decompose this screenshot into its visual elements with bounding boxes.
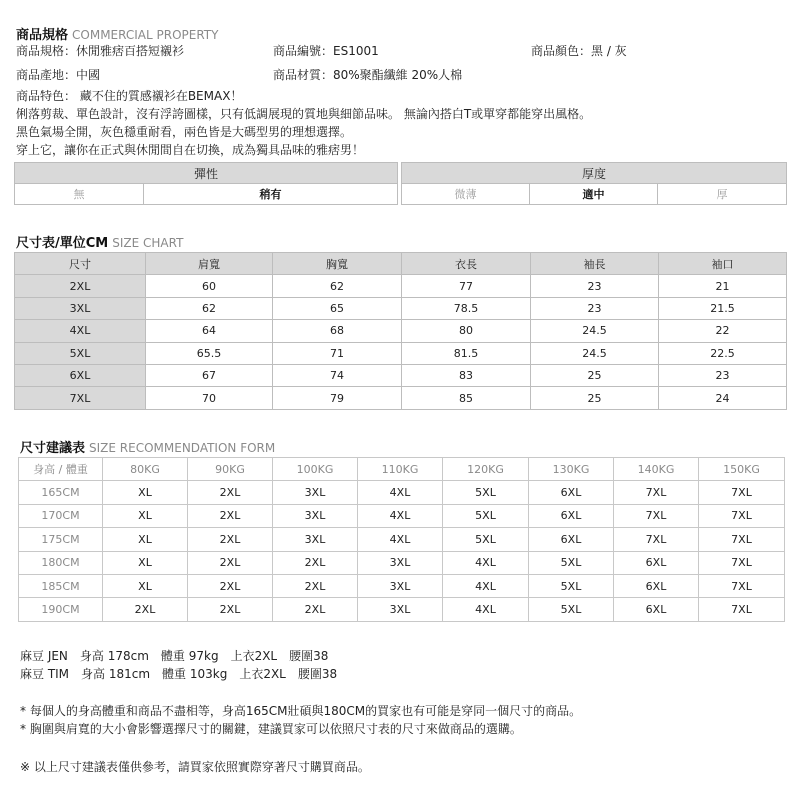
recommendation-row (19, 528, 785, 551)
recommendation-cell: 4XL (443, 574, 529, 597)
recommendation-cell: 2XL (188, 551, 273, 574)
size-cell: 67 (146, 364, 273, 386)
size-cell: 79 (273, 387, 402, 409)
recommendation-cell: 2XL (273, 551, 358, 574)
size-label: 6XL (15, 364, 146, 386)
recommendation-row (19, 598, 785, 621)
recommendation-cell: 5XL (443, 528, 529, 551)
recommendation-cell: 7XL (699, 481, 785, 504)
recommendation-cell: 7XL (699, 574, 785, 597)
spec-title-en: COMMERCIAL PROPERTY (72, 28, 219, 42)
size-label: 4XL (15, 320, 146, 342)
size-cell: 74 (273, 364, 402, 386)
elasticity-header: 彈性 (15, 163, 398, 184)
recommendation-title: 尺寸建議表 (20, 441, 86, 456)
recommendation-cell: XL (103, 574, 188, 597)
height-label: 165CM (19, 481, 103, 504)
size-cell: 24.5 (531, 342, 659, 364)
size-cell: 81.5 (402, 342, 531, 364)
recommendation-cell: 6XL (529, 504, 614, 527)
size-cell: 23 (531, 297, 659, 319)
recommendation-cell: 4XL (358, 481, 443, 504)
recommendation-cell: 4XL (358, 528, 443, 551)
recommendation-cell: 7XL (699, 528, 785, 551)
spec-origin: 商品產地：中國 (16, 68, 101, 82)
recommendation-cell: 4XL (443, 598, 529, 621)
fabric-options-table (14, 162, 787, 205)
size-cell: 62 (146, 297, 273, 319)
size-chart-row (15, 275, 787, 297)
recommendation-cell: 3XL (273, 481, 358, 504)
elasticity-option-selected: 稍有 (144, 184, 398, 205)
recommendation-col-header: 130KG (529, 458, 614, 481)
height-label: 185CM (19, 574, 103, 597)
recommendation-cell: 3XL (273, 528, 358, 551)
recommendation-cell: 7XL (699, 504, 785, 527)
recommendation-cell: 3XL (358, 574, 443, 597)
size-cell: 71 (273, 342, 402, 364)
size-chart-col-header: 肩寬 (146, 253, 273, 275)
size-cell: 83 (402, 364, 531, 386)
size-cell: 65 (273, 297, 402, 319)
recommendation-cell: 5XL (529, 574, 614, 597)
recommendation-cell: 7XL (699, 551, 785, 574)
size-cell: 23 (531, 275, 659, 297)
size-chart-col-header: 袖長 (531, 253, 659, 275)
recommendation-cell: 3XL (273, 504, 358, 527)
note-line: * 每個人的身高體重和商品不盡相等，身高165CM壯碩與180CM的買家也有可能是穿同一個尺寸的商品。 (20, 704, 582, 718)
size-cell: 21.5 (659, 297, 787, 319)
recommendation-cell: XL (103, 504, 188, 527)
recommendation-row (19, 481, 785, 504)
size-cell: 24 (659, 387, 787, 409)
recommendation-row (19, 574, 785, 597)
recommendation-section-title (20, 437, 275, 456)
recommendation-cell: 6XL (529, 481, 614, 504)
recommendation-col-header: 90KG (188, 458, 273, 481)
size-chart-row (15, 342, 787, 364)
height-label: 180CM (19, 551, 103, 574)
recommendation-cell: 7XL (699, 598, 785, 621)
recommendation-cell: 4XL (358, 504, 443, 527)
size-cell: 70 (146, 387, 273, 409)
size-cell: 22 (659, 320, 787, 342)
spec-material: 商品材質：80%聚酯纖維 20%人棉 (273, 68, 463, 82)
recommendation-cell: 4XL (443, 551, 529, 574)
recommendation-cell: 5XL (443, 481, 529, 504)
recommendation-col-header: 110KG (358, 458, 443, 481)
recommendation-cell: 5XL (443, 504, 529, 527)
thickness-option-selected: 適中 (530, 184, 658, 205)
recommendation-cell: 6XL (529, 528, 614, 551)
size-cell: 24.5 (531, 320, 659, 342)
size-chart-col-header: 衣長 (402, 253, 531, 275)
size-cell: 77 (402, 275, 531, 297)
recommendation-cell: 6XL (614, 574, 699, 597)
recommendation-cell: 6XL (614, 551, 699, 574)
size-chart-table (14, 252, 787, 410)
model-info: 麻豆 TIM 身高 181cm 體重 103kg 上衣2XL 腰圍38 (20, 667, 338, 681)
note-line: * 胸圍與肩寬的大小會影響選擇尺寸的關鍵，建議買家可以依照尺寸表的尺寸來做商品的選購。 (20, 722, 522, 736)
size-chart-section-title (16, 232, 183, 251)
spec-section-title (16, 24, 218, 43)
recommendation-cell: 7XL (614, 481, 699, 504)
size-cell: 68 (273, 320, 402, 342)
size-label: 5XL (15, 342, 146, 364)
disclaimer: ※ 以上尺寸建議表僅供參考，請買家依照實際穿著尺寸購買商品。 (20, 760, 370, 774)
recommendation-col-header: 120KG (443, 458, 529, 481)
recommendation-row (19, 551, 785, 574)
recommendation-cell: 2XL (273, 598, 358, 621)
recommendation-cell: 2XL (188, 504, 273, 527)
size-cell: 23 (659, 364, 787, 386)
recommendation-col-header: 140KG (614, 458, 699, 481)
recommendation-cell: 2XL (188, 528, 273, 551)
spec-name: 商品規格：休閒雅痞百搭短襯衫 (16, 44, 185, 58)
spec-feature-line: 商品特色： 藏不住的質感襯衫在BEMAX！ (16, 89, 243, 103)
recommendation-cell: XL (103, 551, 188, 574)
size-cell: 85 (402, 387, 531, 409)
size-cell: 80 (402, 320, 531, 342)
recommendation-cell: 7XL (614, 504, 699, 527)
size-chart-title-en: SIZE CHART (112, 236, 184, 250)
recommendation-cell: 6XL (614, 598, 699, 621)
recommendation-cell: 3XL (358, 598, 443, 621)
spec-code: 商品編號：ES1001 (273, 44, 379, 58)
recommendation-title-en: SIZE RECOMMENDATION FORM (89, 441, 276, 455)
spec-feature-line: 黑色氣場全開，灰色穩重耐看，兩色皆是大碼型男的理想選擇。 (16, 125, 353, 139)
spec-color: 商品顏色：黑 / 灰 (531, 44, 627, 58)
size-chart-row (15, 320, 787, 342)
size-cell: 21 (659, 275, 787, 297)
size-chart-row (15, 387, 787, 409)
size-chart-col-header: 袖口 (659, 253, 787, 275)
height-label: 170CM (19, 504, 103, 527)
size-cell: 78.5 (402, 297, 531, 319)
size-chart-row (15, 297, 787, 319)
size-cell: 62 (273, 275, 402, 297)
model-info: 麻豆 JEN 身高 178cm 體重 97kg 上衣2XL 腰圍38 (20, 649, 329, 663)
recommendation-cell: 2XL (103, 598, 188, 621)
size-chart-header-row (15, 253, 787, 275)
size-chart-col-header: 尺寸 (15, 253, 146, 275)
height-label: 175CM (19, 528, 103, 551)
size-label: 7XL (15, 387, 146, 409)
thickness-header: 厚度 (402, 163, 787, 184)
spec-feature-line: 穿上它，讓你在正式與休閒間自在切換，成為獨具品味的雅痞男！ (16, 143, 365, 157)
recommendation-row (19, 504, 785, 527)
size-cell: 22.5 (659, 342, 787, 364)
size-cell: 64 (146, 320, 273, 342)
size-cell: 60 (146, 275, 273, 297)
recommendation-cell: XL (103, 528, 188, 551)
recommendation-header-row (19, 458, 785, 481)
recommendation-cell: 2XL (273, 574, 358, 597)
size-chart-col-header: 胸寬 (273, 253, 402, 275)
thickness-option: 厚 (658, 184, 787, 205)
elasticity-option: 無 (15, 184, 144, 205)
size-chart-row (15, 364, 787, 386)
thickness-option: 微薄 (402, 184, 530, 205)
recommendation-cell: 7XL (614, 528, 699, 551)
size-label: 2XL (15, 275, 146, 297)
height-label: 190CM (19, 598, 103, 621)
recommendation-cell: 2XL (188, 598, 273, 621)
spec-title: 商品規格 (16, 28, 69, 43)
recommendation-col-header: 100KG (273, 458, 358, 481)
size-recommendation-table (18, 457, 785, 622)
size-chart-title: 尺寸表/單位CM (16, 236, 109, 251)
size-cell: 25 (531, 387, 659, 409)
recommendation-cell: XL (103, 481, 188, 504)
recommendation-cell: 3XL (358, 551, 443, 574)
recommendation-col-header: 身高 / 體重 (19, 458, 103, 481)
recommendation-cell: 5XL (529, 598, 614, 621)
size-label: 3XL (15, 297, 146, 319)
size-cell: 65.5 (146, 342, 273, 364)
recommendation-cell: 5XL (529, 551, 614, 574)
recommendation-col-header: 80KG (103, 458, 188, 481)
recommendation-col-header: 150KG (699, 458, 785, 481)
recommendation-cell: 2XL (188, 481, 273, 504)
recommendation-cell: 2XL (188, 574, 273, 597)
size-cell: 25 (531, 364, 659, 386)
spec-feature-line: 俐落剪裁、單色設計，沒有浮誇圖樣，只有低調展現的質地與細節品味。 無論內搭白T或單穿都能穿出風格。 (16, 107, 592, 121)
